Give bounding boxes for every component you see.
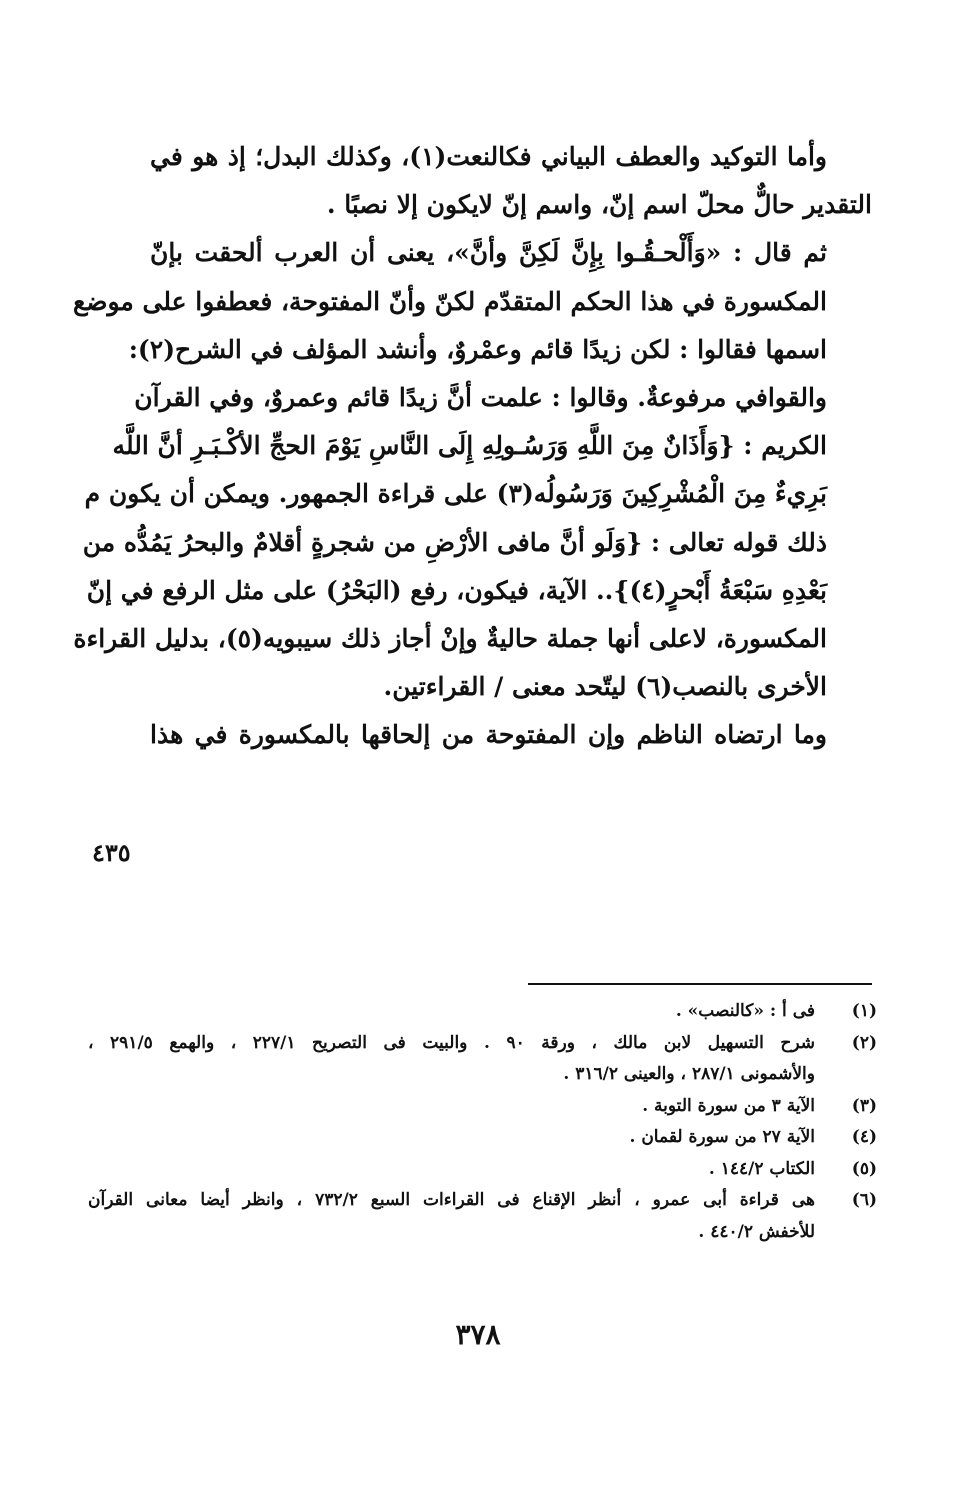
footnote-number: (٦) xyxy=(851,1190,877,1210)
footnote-number: (٤) xyxy=(851,1127,877,1147)
footnote-item xyxy=(88,1122,877,1154)
text-line: بَعْدِهِ سَبْعَةُ أَبْحرٍ(٤)}.. الآية، فيكون، رفع (البَحْرُ) على مثل الرفع في إنّ xyxy=(86,575,827,605)
footnote-line: الآية ٣ من سورة التوبة . xyxy=(642,1095,815,1116)
footnote-text xyxy=(88,1185,815,1248)
footnote-divider xyxy=(528,983,872,985)
margin-page-reference: ٤٣٥ xyxy=(92,838,131,867)
text-line: المكسورة، لاعلى أنها جملة حاليةٌ وإنْ أجاز ذلك سيبويه(٥)، بدليل القراءة xyxy=(73,624,827,654)
text-line: المكسورة في هذا الحكم المتقدّم لكنّ وأنّ المفتوحة، فعطفوا على موضع xyxy=(72,286,827,316)
text-line: وأما التوكيد والعطف البياني فكالنعت(١)، وكذلك البدل؛ إذ هو في xyxy=(150,142,827,171)
footnote-line: شرح التسهيل لابن مالك ، ورقة ٩٠ . والبيت فى التصريح ٢٢٧/١ ، والهمع ٢٩١/٥ ، xyxy=(88,1032,815,1053)
footnote-number: (٥) xyxy=(851,1158,877,1179)
footnote-line: هى قراءة أبى عمرو ، أنظر الإقناع فى القراءات السبع ٧٣٢/٢ ، وانظر أيضا معانى القرآن xyxy=(88,1190,815,1210)
text-line: الأخرى بالنصب(٦) ليتّحد معنى / القراءتين. xyxy=(383,672,827,702)
footnote-line: الكتاب ١٤٤/٢ . xyxy=(708,1158,815,1179)
footnote-number: (٣) xyxy=(851,1095,877,1116)
text-line: والقوافي مرفوعةٌ. وقالوا : علمت أنَّ زيدًا قائم وعمروٌ، وفي القرآن xyxy=(134,383,827,413)
footnotes xyxy=(88,996,877,1248)
footnote-line: فى أ : «كالنصب» . xyxy=(675,1001,815,1021)
paragraph-4 xyxy=(150,711,872,759)
footnote-item xyxy=(88,996,877,1028)
footnote-number: (١) xyxy=(851,1001,877,1021)
text-line: التقدير حالٌّ محلّ اسم إنّ، واسم إنّ لايكون إلا نصبًا . xyxy=(326,190,872,220)
footnote-line: الآية ٢٧ من سورة لقمان . xyxy=(629,1127,815,1147)
footnote-item xyxy=(88,1028,877,1091)
paragraph-1 xyxy=(150,133,872,229)
text-line: اسمها فقالوا : لكن زيدًا قائم وعمْروٌ، وأنشد المؤلف في الشرح(٢): xyxy=(128,334,827,364)
footnote-number: (٢) xyxy=(851,1032,877,1053)
text-line: بَرِيءٌ مِنَ الْمُشْرِكِينَ وَرَسُولُه(٣) على قراءة الجمهور. ويمكن أن يكون م xyxy=(84,479,827,509)
main-text xyxy=(72,133,872,760)
footnote-line: للأخفش ٤٤٠/٢ . xyxy=(698,1221,815,1242)
footnote-text xyxy=(88,1154,815,1186)
paragraph-3 xyxy=(73,374,872,711)
footnote-item xyxy=(88,1154,877,1186)
footnote-item xyxy=(88,1185,877,1248)
text-line: ذلك قوله تعالى : {وَلَو أنَّ مافى الأرْضِ من شجرةٍ أقلامٌ والبحرُ يَمُدُّه من xyxy=(82,527,827,557)
footnote-line: والأشمونى ٢٨٧/١ ، والعينى ٣١٦/٢ . xyxy=(563,1064,815,1084)
footnote-text xyxy=(88,1122,815,1154)
page-number: ٣٧٨ xyxy=(455,1318,501,1351)
footnote-text xyxy=(88,996,815,1028)
text-line: الكريم : {وَأَذَانٌ مِنَ اللَّهِ وَرَسُـولِهِ إِلَى النَّاسِ يَوْمَ الحجِّ الأكْـبَـرِ أنَّ اللَّه xyxy=(112,431,827,461)
text-line: وما ارتضاه الناظم وإن المفتوحة من إلحاقها بالمكسورة في هذا xyxy=(150,720,827,750)
footnote-text xyxy=(88,1091,815,1123)
text-line: ثم قال : «وَأَلْحـقُـوا بِإِنَّ لَكِنَّ وأنَّ»، يعنى أن العرب ألحقت بإنّ xyxy=(150,238,827,268)
footnote-text xyxy=(88,1028,815,1091)
footnote-item xyxy=(88,1091,877,1123)
paragraph-2 xyxy=(72,229,872,374)
